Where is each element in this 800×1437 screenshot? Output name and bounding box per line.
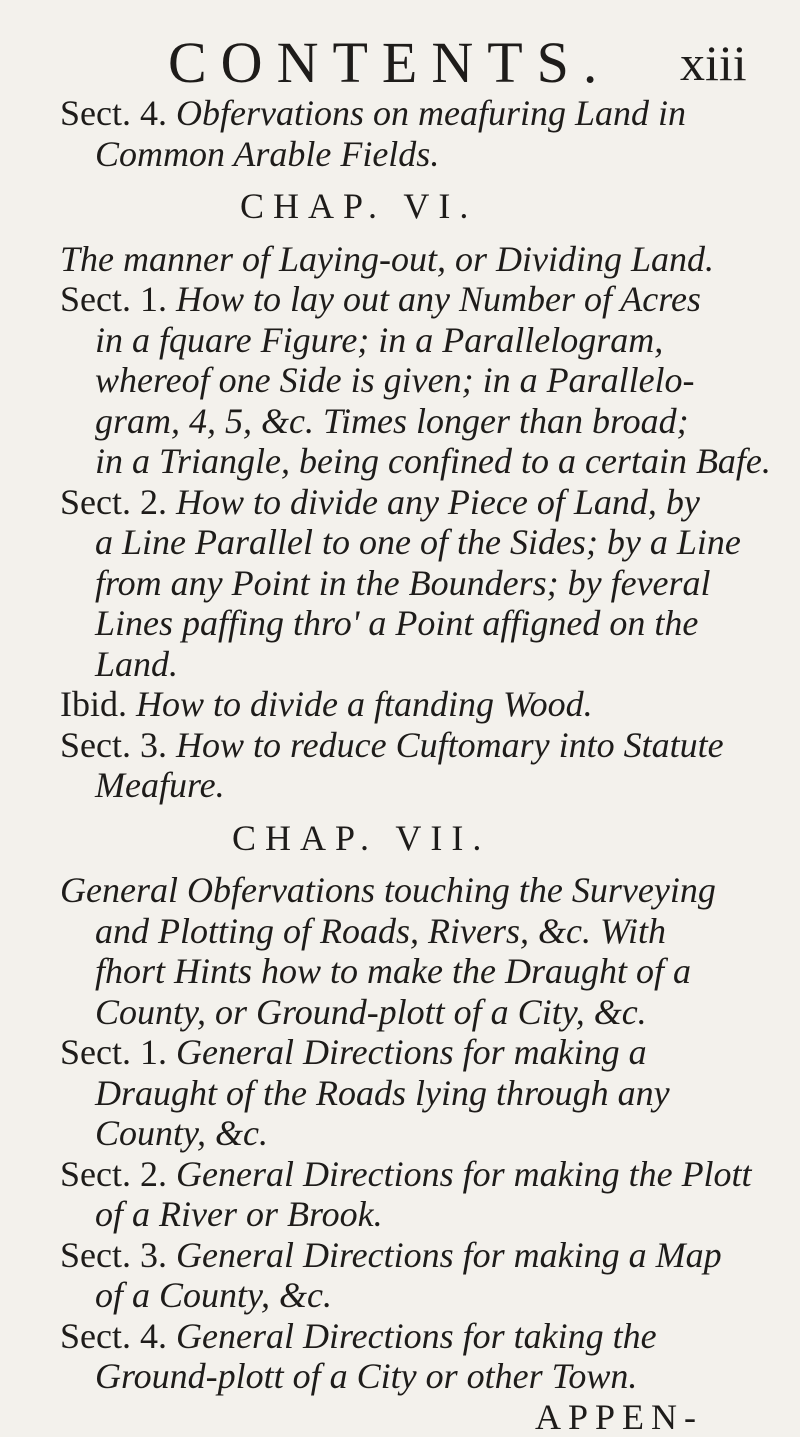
section-title: General Directions for taking the: [176, 1316, 657, 1356]
section-label: Sect. 4.: [60, 1316, 176, 1356]
toc-line: [60, 1032, 647, 1073]
toc-line: [60, 1154, 752, 1195]
toc-line-continued: gram, 4, 5, &c. Times longer than broad;: [95, 401, 689, 442]
section-title: General Directions for making the Plott: [176, 1154, 752, 1194]
section-title: How to reduce Cuftomary into Statute: [176, 725, 724, 765]
chapter-heading: CHAP. VII.: [232, 818, 490, 859]
section-title: How to lay out any Number of Acres: [176, 279, 701, 319]
chapter-title: General Obfervations touching the Surveying: [60, 870, 716, 911]
toc-line-continued: whereof one Side is given; in a Parallelo-: [95, 360, 695, 401]
toc-line-continued: of a County, &c.: [95, 1275, 332, 1316]
toc-line-continued: Meafure.: [95, 765, 225, 806]
toc-line: [60, 279, 701, 320]
page-number: xiii: [680, 28, 747, 98]
toc-line: [60, 93, 686, 134]
toc-line: [60, 482, 700, 523]
section-title: General Directions for making a: [176, 1032, 647, 1072]
toc-line-continued: and Plotting of Roads, Rivers, &c. With: [95, 911, 666, 952]
toc-line-continued: County, or Ground-plott of a City, &c.: [95, 992, 647, 1033]
toc-line-continued: Lines paffing thro' a Point affigned on the: [95, 603, 698, 644]
chapter-heading: CHAP. VI.: [240, 186, 477, 227]
section-label: Sect. 3.: [60, 1235, 176, 1275]
section-label: Sect. 4.: [60, 93, 176, 133]
toc-line-continued: fhort Hints how to make the Draught of a: [95, 951, 691, 992]
section-title: General Directions for making a Map: [176, 1235, 722, 1275]
toc-line-continued: in a fquare Figure; in a Parallelogram,: [95, 320, 663, 361]
toc-line-continued: in a Triangle, being confined to a certain Bafe.: [95, 441, 771, 482]
section-label: Sect. 2.: [60, 1154, 176, 1194]
section-label: Ibid.: [60, 684, 136, 724]
toc-line-continued: Ground-plott of a City or other Town.: [95, 1356, 637, 1397]
section-label: Sect. 3.: [60, 725, 176, 765]
section-label: Sect. 1.: [60, 279, 176, 319]
toc-line-continued: from any Point in the Bounders; by feveral: [95, 563, 711, 604]
toc-line-continued: County, &c.: [95, 1113, 268, 1154]
toc-line-continued: Land.: [95, 644, 178, 685]
section-title: Obfervations on meafuring Land in: [176, 93, 686, 133]
chapter-title: The manner of Laying-out, or Dividing Land.: [60, 239, 714, 280]
toc-line-continued: Draught of the Roads lying through any: [95, 1073, 670, 1114]
toc-line: [60, 1316, 657, 1357]
catchword: APPEN-: [535, 1397, 703, 1437]
toc-line-continued: of a River or Brook.: [95, 1194, 383, 1235]
section-title: How to divide a ftanding Wood.: [136, 684, 593, 724]
toc-line-continued: Common Arable Fields.: [95, 134, 439, 175]
section-label: Sect. 2.: [60, 482, 176, 522]
toc-line-continued: a Line Parallel to one of the Sides; by a Line: [95, 522, 741, 563]
running-header: [0, 28, 800, 98]
section-label: Sect. 1.: [60, 1032, 176, 1072]
toc-line: [60, 725, 724, 766]
toc-line: [60, 1235, 722, 1276]
section-title: How to divide any Piece of Land, by: [176, 482, 700, 522]
toc-line: [60, 684, 593, 725]
running-title: CONTENTS.: [168, 28, 611, 98]
